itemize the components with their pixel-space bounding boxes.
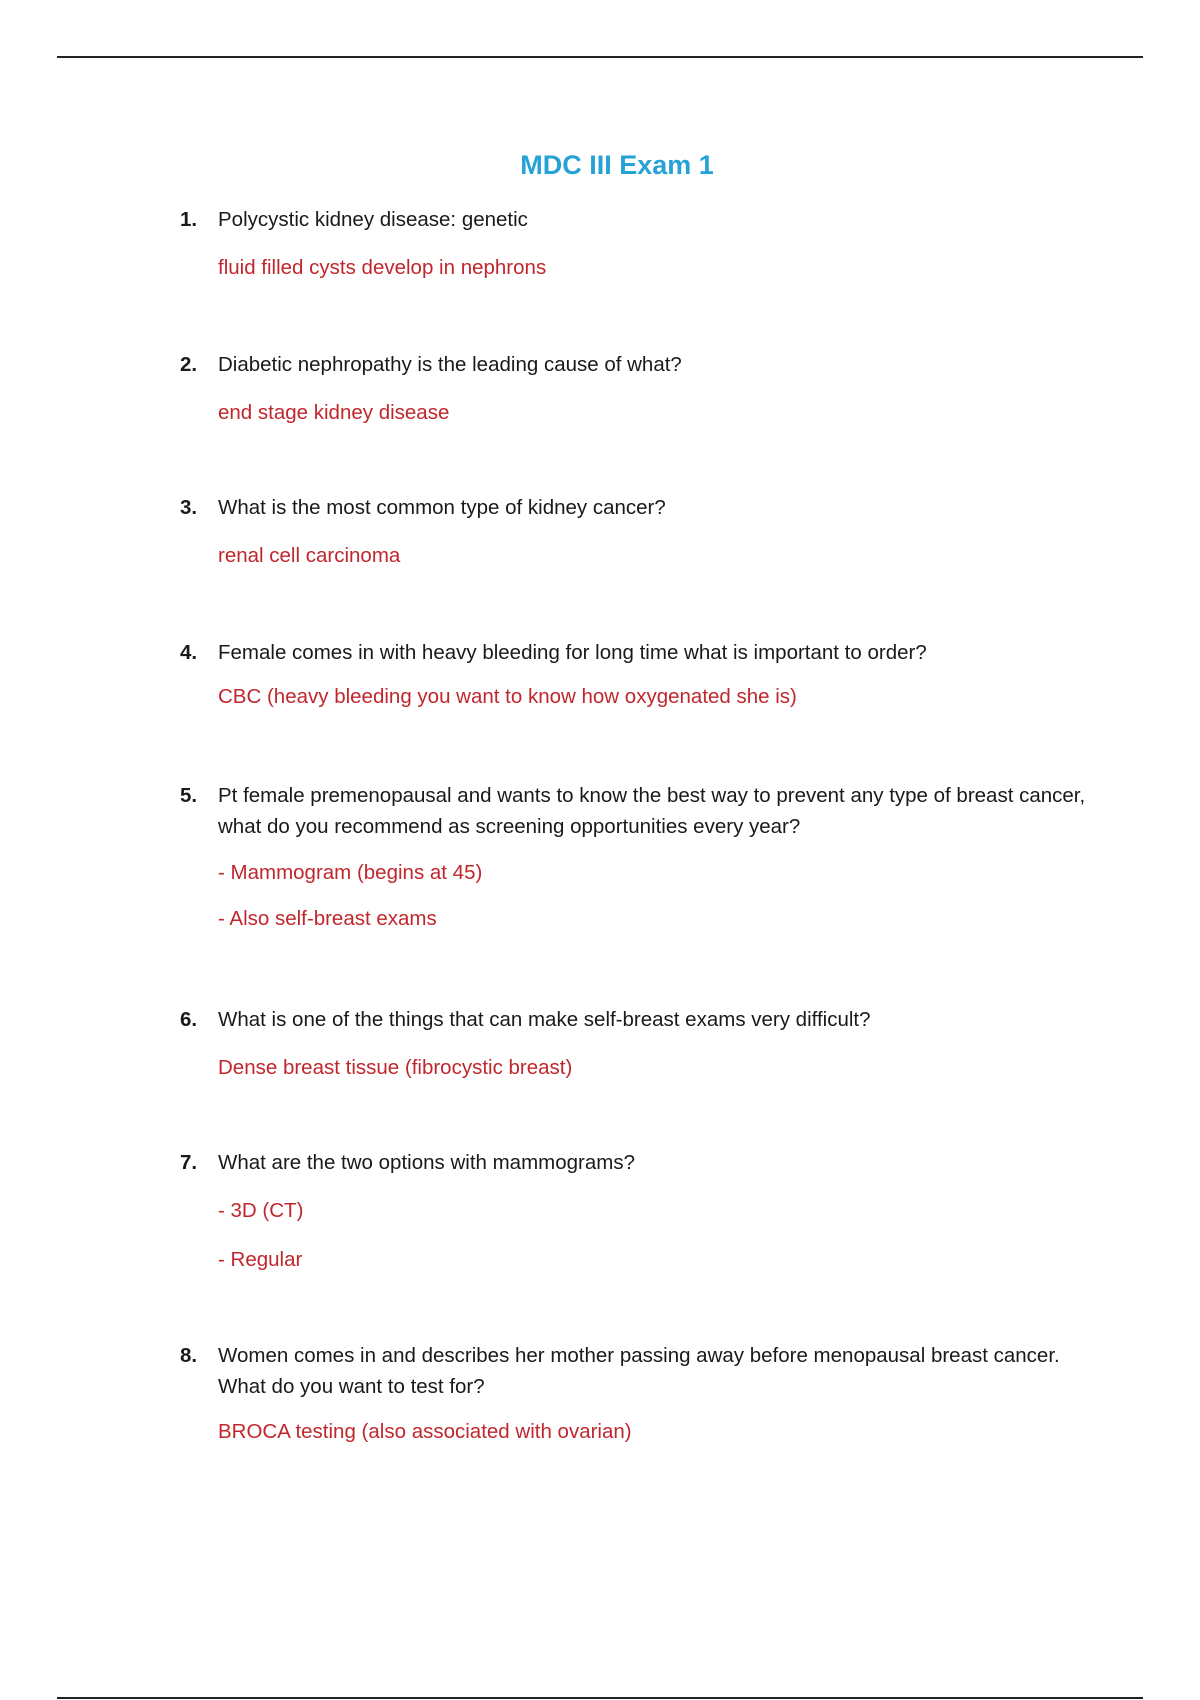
question [180, 1340, 1100, 1402]
top-divider [57, 56, 1143, 58]
answer: - Mammogram (begins at 45) [218, 861, 483, 884]
answer: CBC (heavy bleeding you want to know how oxygenated she is) [218, 685, 797, 708]
answer: fluid filled cysts develop in nephrons [218, 256, 547, 279]
question [180, 349, 1100, 380]
question-number: 2. [180, 353, 198, 376]
qa-item-4 [180, 637, 1100, 712]
question-number: 1. [180, 208, 198, 231]
qa-item-1 [180, 204, 1100, 283]
question-number: 7. [180, 1151, 198, 1174]
question-text: What is the most common type of kidney cancer? [218, 496, 666, 519]
answer: renal cell carcinoma [218, 544, 401, 567]
question-text: What are the two options with mammograms? [218, 1151, 635, 1174]
question-text: What is one of the things that can make self-breast exams very difficult? [218, 1008, 871, 1031]
question-text: Diabetic nephropathy is the leading cause of what? [218, 353, 682, 376]
answer: end stage kidney disease [218, 401, 450, 424]
answer: - 3D (CT) [218, 1199, 304, 1222]
question-number: 5. [180, 784, 198, 807]
qa-item-6 [180, 1004, 1100, 1083]
question-text: Pt female premenopausal and wants to know the best way to prevent any type of breast cancer, what do you recommend as screening opportunities every year? [218, 784, 1086, 838]
qa-item-3 [180, 492, 1100, 571]
qa-item-2 [180, 349, 1100, 428]
qa-item-7 [180, 1147, 1100, 1275]
question [180, 780, 1100, 842]
answer: - Regular [218, 1248, 303, 1271]
question-number: 6. [180, 1008, 198, 1031]
answer: - Also self-breast exams [218, 907, 437, 930]
qa-item-5 [180, 780, 1100, 934]
question [180, 637, 1100, 668]
question [180, 492, 1100, 523]
question [180, 1004, 1100, 1035]
qa-item-8 [180, 1340, 1100, 1447]
answer: BROCA testing (also associated with ovarian) [218, 1420, 632, 1443]
question-number: 8. [180, 1344, 198, 1367]
question [180, 204, 1100, 235]
answer: Dense breast tissue (fibrocystic breast) [218, 1056, 573, 1079]
page-title: MDC III Exam 1 [520, 150, 714, 180]
question-text: Women comes in and describes her mother passing away before menopausal breast cancer. What do you want to test for? [218, 1344, 1060, 1398]
bottom-divider [57, 1697, 1143, 1699]
question [180, 1147, 1100, 1178]
question-text: Female comes in with heavy bleeding for long time what is important to order? [218, 641, 927, 664]
question-number: 4. [180, 641, 198, 664]
question-text: Polycystic kidney disease: genetic [218, 208, 528, 231]
question-number: 3. [180, 496, 198, 519]
